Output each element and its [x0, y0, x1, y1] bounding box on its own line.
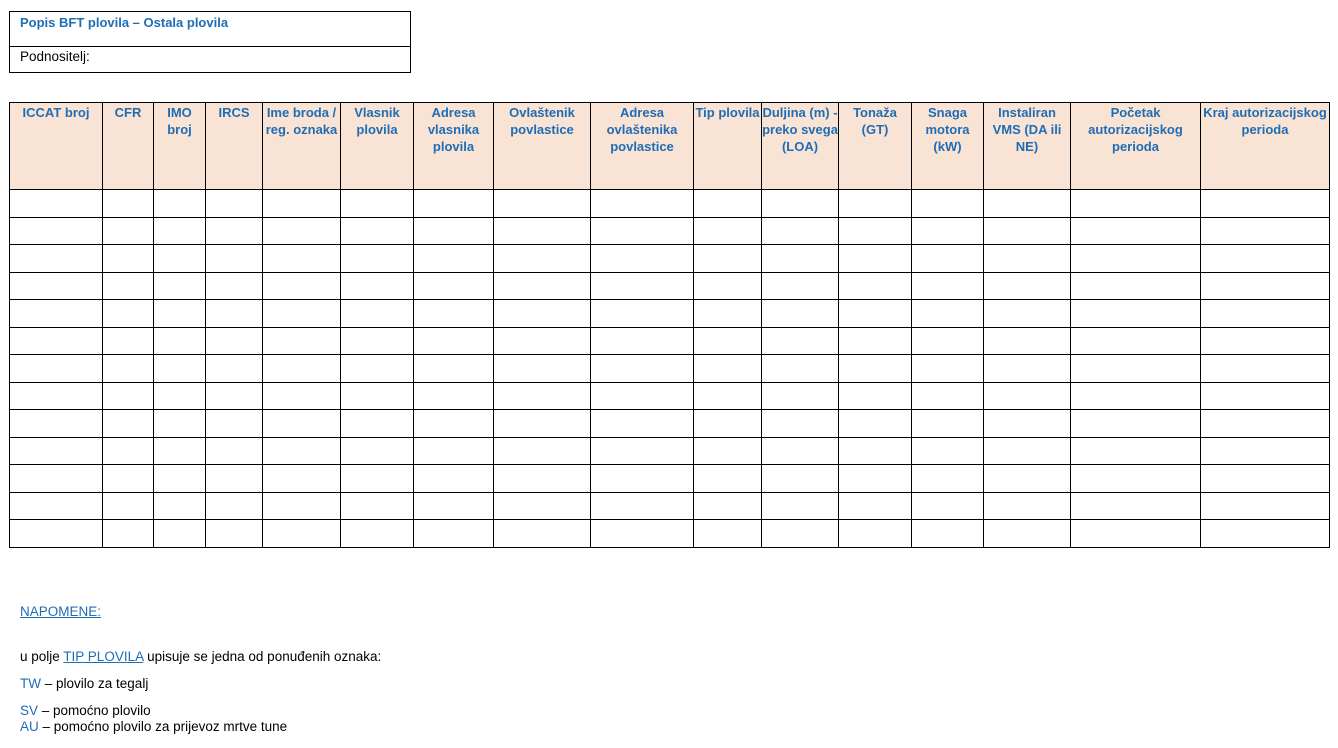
table-cell[interactable] — [10, 300, 103, 328]
table-cell[interactable] — [694, 300, 762, 328]
table-cell[interactable] — [341, 520, 414, 548]
notes-intro-before: u polje — [20, 649, 64, 664]
table-cell[interactable] — [1201, 355, 1330, 383]
column-header-cfr: CFR — [103, 103, 154, 190]
table-cell[interactable] — [694, 217, 762, 245]
column-header-imo-number: IMO broj — [154, 103, 206, 190]
table-cell[interactable] — [103, 327, 154, 355]
table-cell[interactable] — [984, 190, 1071, 218]
header-divider — [10, 46, 410, 47]
table-cell[interactable] — [103, 272, 154, 300]
table-cell[interactable] — [103, 300, 154, 328]
table-cell[interactable] — [762, 327, 839, 355]
table-cell[interactable] — [341, 245, 414, 273]
table-cell[interactable] — [206, 437, 263, 465]
table-cell[interactable] — [912, 437, 984, 465]
table-cell[interactable] — [694, 272, 762, 300]
column-header-authorization-end: Kraj autorizacijskog perioda — [1201, 103, 1330, 190]
column-header-vessel-type: Tip plovila — [694, 103, 762, 190]
table-cell[interactable] — [263, 492, 341, 520]
column-header-licence-holder: Ovlaštenik povlastice — [494, 103, 591, 190]
vessel-type-link[interactable]: TIP PLOVILA — [63, 649, 144, 664]
column-header-vessel-owner: Vlasnik plovila — [341, 103, 414, 190]
table-cell[interactable] — [494, 465, 591, 493]
notes-intro-after: upisuje se jedna od ponuđenih oznaka: — [143, 649, 382, 664]
column-header-iccat-number: ICCAT broj — [10, 103, 103, 190]
table-cell[interactable] — [912, 520, 984, 548]
table-cell[interactable] — [1071, 190, 1201, 218]
table-cell[interactable] — [591, 300, 694, 328]
table-cell[interactable] — [494, 520, 591, 548]
table-cell[interactable] — [984, 465, 1071, 493]
table-cell[interactable] — [341, 190, 414, 218]
table-cell[interactable] — [591, 437, 694, 465]
table-cell[interactable] — [154, 327, 206, 355]
table-cell[interactable] — [494, 437, 591, 465]
table-row — [10, 327, 1330, 355]
table-cell[interactable] — [414, 327, 494, 355]
table-cell[interactable] — [341, 355, 414, 383]
table-cell[interactable] — [762, 492, 839, 520]
table-cell[interactable] — [912, 245, 984, 273]
table-cell[interactable] — [154, 437, 206, 465]
table-row — [10, 190, 1330, 218]
table-cell[interactable] — [1071, 300, 1201, 328]
table-cell[interactable] — [591, 272, 694, 300]
table-cell[interactable] — [414, 272, 494, 300]
table-cell[interactable] — [10, 492, 103, 520]
table-cell[interactable] — [10, 410, 103, 438]
table-cell[interactable] — [414, 217, 494, 245]
table-cell[interactable] — [10, 272, 103, 300]
table-cell[interactable] — [154, 382, 206, 410]
table-cell[interactable] — [762, 300, 839, 328]
table-row — [10, 520, 1330, 548]
note-text: – pomoćno plovilo — [38, 703, 151, 718]
table-cell[interactable] — [341, 382, 414, 410]
column-header-vms-installed: Instaliran VMS (DA ili NE) — [984, 103, 1071, 190]
table-cell[interactable] — [1201, 245, 1330, 273]
column-header-authorization-start: Početak autorizacijskog perioda — [1071, 103, 1201, 190]
table-cell[interactable] — [591, 492, 694, 520]
table-cell[interactable] — [414, 520, 494, 548]
table-cell[interactable] — [206, 190, 263, 218]
table-cell[interactable] — [591, 465, 694, 493]
table-cell[interactable] — [103, 355, 154, 383]
table-cell[interactable] — [154, 245, 206, 273]
table-cell[interactable] — [1201, 437, 1330, 465]
table-cell[interactable] — [1071, 437, 1201, 465]
table-cell[interactable] — [263, 520, 341, 548]
table-cell[interactable] — [912, 492, 984, 520]
table-cell[interactable] — [1071, 272, 1201, 300]
table-cell[interactable] — [103, 520, 154, 548]
table-cell[interactable] — [1201, 217, 1330, 245]
table-cell[interactable] — [154, 520, 206, 548]
table-cell[interactable] — [341, 437, 414, 465]
table-cell[interactable] — [494, 410, 591, 438]
table-cell[interactable] — [1071, 492, 1201, 520]
table-cell[interactable] — [494, 217, 591, 245]
note-code: SV — [20, 703, 39, 718]
table-cell[interactable] — [154, 272, 206, 300]
table-cell[interactable] — [103, 382, 154, 410]
table-cell[interactable] — [762, 245, 839, 273]
column-header-length-loa: Duljina (m) - preko svega (LOA) — [762, 103, 839, 190]
table-cell[interactable] — [154, 410, 206, 438]
table-cell[interactable] — [912, 272, 984, 300]
table-cell[interactable] — [912, 410, 984, 438]
table-cell[interactable] — [206, 272, 263, 300]
note-code: AU — [20, 719, 39, 734]
table-cell[interactable] — [103, 245, 154, 273]
table-cell[interactable] — [1071, 382, 1201, 410]
table-cell[interactable] — [206, 245, 263, 273]
table-cell[interactable] — [1201, 520, 1330, 548]
table-cell[interactable] — [694, 382, 762, 410]
table-cell[interactable] — [341, 217, 414, 245]
table-header-row — [10, 103, 1330, 190]
table-cell[interactable] — [10, 190, 103, 218]
table-cell[interactable] — [694, 190, 762, 218]
table-cell[interactable] — [263, 410, 341, 438]
vessel-table — [9, 102, 1330, 548]
table-cell[interactable] — [263, 465, 341, 493]
table-row — [10, 245, 1330, 273]
table-cell[interactable] — [912, 355, 984, 383]
table-cell[interactable] — [263, 327, 341, 355]
table-cell[interactable] — [839, 492, 912, 520]
table-cell[interactable] — [263, 437, 341, 465]
table-cell[interactable] — [984, 520, 1071, 548]
table-cell[interactable] — [414, 465, 494, 493]
table-cell[interactable] — [154, 190, 206, 218]
table-cell[interactable] — [912, 465, 984, 493]
table-row — [10, 217, 1330, 245]
table-cell[interactable] — [494, 382, 591, 410]
table-cell[interactable] — [414, 190, 494, 218]
table-cell[interactable] — [839, 382, 912, 410]
table-cell[interactable] — [103, 465, 154, 493]
table-cell[interactable] — [494, 245, 591, 273]
table-cell[interactable] — [10, 355, 103, 383]
note-item-au — [20, 719, 287, 735]
form-header-box — [9, 11, 411, 73]
table-cell[interactable] — [762, 437, 839, 465]
table-cell[interactable] — [984, 217, 1071, 245]
table-cell[interactable] — [839, 327, 912, 355]
table-cell[interactable] — [414, 355, 494, 383]
table-cell[interactable] — [1071, 410, 1201, 438]
notes-intro — [20, 649, 381, 665]
table-cell[interactable] — [263, 190, 341, 218]
table-cell[interactable] — [984, 437, 1071, 465]
table-cell[interactable] — [494, 300, 591, 328]
table-cell[interactable] — [839, 355, 912, 383]
table-cell[interactable] — [1071, 465, 1201, 493]
table-cell[interactable] — [10, 327, 103, 355]
table-cell[interactable] — [984, 410, 1071, 438]
table-cell[interactable] — [341, 327, 414, 355]
table-cell[interactable] — [984, 245, 1071, 273]
table-cell[interactable] — [984, 355, 1071, 383]
table-cell[interactable] — [694, 437, 762, 465]
table-cell[interactable] — [494, 190, 591, 218]
table-cell[interactable] — [206, 410, 263, 438]
column-header-vessel-name: Ime broda / reg. oznaka — [263, 103, 341, 190]
table-row — [10, 300, 1330, 328]
table-cell[interactable] — [839, 465, 912, 493]
table-cell[interactable] — [341, 272, 414, 300]
table-cell[interactable] — [839, 520, 912, 548]
table-cell[interactable] — [839, 300, 912, 328]
table-cell[interactable] — [154, 217, 206, 245]
table-cell[interactable] — [263, 245, 341, 273]
table-cell[interactable] — [839, 410, 912, 438]
table-cell[interactable] — [103, 410, 154, 438]
table-cell[interactable] — [839, 245, 912, 273]
table-cell[interactable] — [206, 465, 263, 493]
note-text: – pomoćno plovilo za prijevoz mrtve tune — [38, 719, 288, 734]
table-cell[interactable] — [414, 300, 494, 328]
table-cell[interactable] — [154, 355, 206, 383]
table-cell[interactable] — [591, 382, 694, 410]
notes-heading: NAPOMENE: — [20, 604, 102, 619]
table-cell[interactable] — [263, 272, 341, 300]
table-cell[interactable] — [103, 492, 154, 520]
note-item-tw — [20, 676, 148, 692]
table-cell[interactable] — [762, 190, 839, 218]
table-cell[interactable] — [694, 327, 762, 355]
table-cell[interactable] — [414, 437, 494, 465]
table-body — [10, 190, 1330, 548]
table-cell[interactable] — [762, 217, 839, 245]
table-cell[interactable] — [154, 492, 206, 520]
table-cell[interactable] — [206, 327, 263, 355]
table-cell[interactable] — [591, 410, 694, 438]
table-cell[interactable] — [694, 410, 762, 438]
table-cell[interactable] — [694, 492, 762, 520]
table-cell[interactable] — [414, 492, 494, 520]
table-cell[interactable] — [912, 300, 984, 328]
table-cell[interactable] — [1201, 410, 1330, 438]
table-cell[interactable] — [762, 355, 839, 383]
table-cell[interactable] — [1071, 355, 1201, 383]
table-cell[interactable] — [263, 300, 341, 328]
table-cell[interactable] — [103, 190, 154, 218]
table-cell[interactable] — [341, 300, 414, 328]
form-title: Popis BFT plovila – Ostala plovila — [20, 15, 229, 30]
table-cell[interactable] — [591, 327, 694, 355]
table-cell[interactable] — [341, 410, 414, 438]
table-cell[interactable] — [10, 437, 103, 465]
table-cell[interactable] — [10, 217, 103, 245]
table-cell[interactable] — [206, 382, 263, 410]
table-cell[interactable] — [984, 272, 1071, 300]
table-cell[interactable] — [1071, 245, 1201, 273]
table-cell[interactable] — [591, 520, 694, 548]
table-row — [10, 465, 1330, 493]
table-cell[interactable] — [912, 190, 984, 218]
column-header-licence-holder-address: Adresa ovlaštenika povlastice — [591, 103, 694, 190]
table-cell[interactable] — [591, 217, 694, 245]
table-row — [10, 437, 1330, 465]
table-cell[interactable] — [10, 520, 103, 548]
note-text: – plovilo za tegalj — [41, 676, 149, 691]
table-cell[interactable] — [206, 300, 263, 328]
table-cell[interactable] — [494, 272, 591, 300]
table-cell[interactable] — [762, 272, 839, 300]
table-cell[interactable] — [1201, 190, 1330, 218]
table-cell[interactable] — [1201, 327, 1330, 355]
table-cell[interactable] — [912, 327, 984, 355]
table-cell[interactable] — [984, 300, 1071, 328]
table-cell[interactable] — [414, 382, 494, 410]
table-cell[interactable] — [206, 492, 263, 520]
table-cell[interactable] — [263, 355, 341, 383]
table-cell[interactable] — [10, 465, 103, 493]
table-cell[interactable] — [1201, 300, 1330, 328]
table-cell[interactable] — [591, 245, 694, 273]
table-cell[interactable] — [984, 492, 1071, 520]
table-cell[interactable] — [206, 217, 263, 245]
table-cell[interactable] — [414, 245, 494, 273]
column-header-owner-address: Adresa vlasnika plovila — [414, 103, 494, 190]
column-header-ircs: IRCS — [206, 103, 263, 190]
table-cell[interactable] — [10, 382, 103, 410]
table-row — [10, 382, 1330, 410]
table-cell[interactable] — [103, 217, 154, 245]
note-item-sv — [20, 703, 151, 719]
table-cell[interactable] — [912, 217, 984, 245]
table-cell[interactable] — [494, 355, 591, 383]
table-cell[interactable] — [1071, 520, 1201, 548]
table-cell[interactable] — [494, 327, 591, 355]
table-cell[interactable] — [341, 492, 414, 520]
table-cell[interactable] — [694, 520, 762, 548]
table-cell[interactable] — [694, 355, 762, 383]
table-cell[interactable] — [984, 327, 1071, 355]
table-cell[interactable] — [414, 410, 494, 438]
table-cell[interactable] — [154, 300, 206, 328]
table-cell[interactable] — [762, 520, 839, 548]
table-row — [10, 355, 1330, 383]
table-cell[interactable] — [341, 465, 414, 493]
table-cell[interactable] — [1201, 272, 1330, 300]
table-cell[interactable] — [839, 190, 912, 218]
table-cell[interactable] — [1071, 327, 1201, 355]
table-cell[interactable] — [103, 437, 154, 465]
table-cell[interactable] — [694, 465, 762, 493]
table-cell[interactable] — [1201, 492, 1330, 520]
table-cell[interactable] — [263, 217, 341, 245]
table-cell[interactable] — [839, 437, 912, 465]
table-cell[interactable] — [494, 492, 591, 520]
table-row — [10, 410, 1330, 438]
table-cell[interactable] — [263, 382, 341, 410]
table-cell[interactable] — [839, 217, 912, 245]
applicant-label: Podnositelj: — [20, 49, 90, 64]
table-cell[interactable] — [206, 355, 263, 383]
note-code: TW — [20, 676, 41, 691]
column-header-engine-power: Snaga motora (kW) — [912, 103, 984, 190]
table-cell[interactable] — [694, 245, 762, 273]
table-cell[interactable] — [1201, 382, 1330, 410]
table-cell[interactable] — [591, 190, 694, 218]
table-cell[interactable] — [206, 520, 263, 548]
table-cell[interactable] — [912, 382, 984, 410]
table-cell[interactable] — [591, 355, 694, 383]
table-cell[interactable] — [839, 272, 912, 300]
table-cell[interactable] — [154, 465, 206, 493]
table-cell[interactable] — [762, 465, 839, 493]
table-cell[interactable] — [10, 245, 103, 273]
table-cell[interactable] — [1201, 465, 1330, 493]
table-cell[interactable] — [762, 410, 839, 438]
table-cell[interactable] — [1071, 217, 1201, 245]
table-cell[interactable] — [984, 382, 1071, 410]
column-header-tonnage: Tonaža (GT) — [839, 103, 912, 190]
table-row — [10, 492, 1330, 520]
table-row — [10, 272, 1330, 300]
table-cell[interactable] — [762, 382, 839, 410]
